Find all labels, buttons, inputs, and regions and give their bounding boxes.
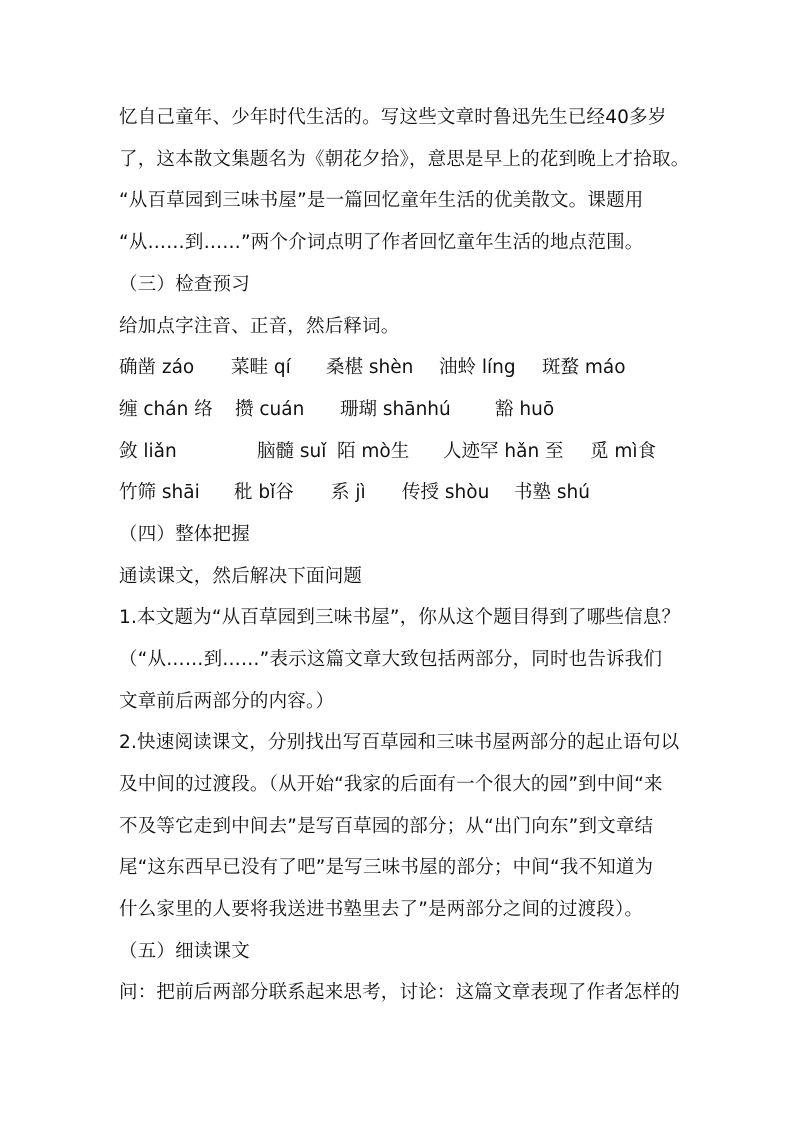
vocab-item: 攒 cuán — [235, 399, 305, 420]
vocab-item: 秕 bǐ谷 — [234, 482, 294, 503]
discussion-question: 问：把前后两部分联系起来思考，讨论：这篇文章表现了作者怎样的 — [119, 982, 681, 1003]
vocab-item: 书塾 shú — [514, 482, 590, 503]
question-line: 1.本文题为“从百草园到三味书屋”，你从这个题目得到了哪些信息？ — [119, 607, 681, 628]
paragraph-line: 忆自己童年、少年时代生活的。写这些文章时鲁迅先生已经40多岁 — [119, 107, 667, 128]
answer-line: 不及等它走到中间去”是写百草园的部分；从“出门向东”到文章结 — [119, 816, 654, 837]
vocab-item: 豁 huō — [495, 399, 555, 420]
answer-line: 及中间的过渡段。（从开始“我家的后面有一个很大的园”到中间“来 — [119, 774, 663, 795]
paragraph-line: 了，这本散文集题名为《朝花夕拾》，意思是早上的花到晚上才拾取。 — [119, 149, 690, 170]
vocab-item: 系 jì — [331, 482, 366, 503]
vocab-item: 陌 mò生 — [337, 441, 410, 462]
answer-line: 尾“这东西早已没有了吧”是写三味书屋的部分；中间“我不知道为 — [119, 857, 654, 878]
answer-line: 什么家里的人要将我送进书塾里去了”是两部分之间的过渡段）。 — [119, 899, 644, 920]
vocab-item: 油蛉 líng — [439, 357, 516, 378]
vocab-item: 菜畦 qí — [231, 357, 291, 378]
answer-line: 文章前后两部分的内容。） — [119, 691, 335, 712]
vocab-item: 竹筛 shāi — [119, 482, 200, 503]
section-intro: 通读课文，然后解决下面问题 — [119, 566, 363, 587]
vocab-item: 斑蝥 máo — [542, 357, 626, 378]
paragraph-line: “从百草园到三味书屋”是一篇回忆童年生活的优美散文。课题用 — [119, 190, 644, 211]
vocab-item: 脑髓 suǐ — [257, 441, 327, 462]
section-heading-4: （四）整体把握 — [119, 524, 250, 545]
section-heading-3: （三）检查预习 — [119, 274, 250, 295]
vocab-item: 人迹罕 hǎn 至 — [443, 441, 564, 462]
vocab-item: 珊瑚 shānhú — [340, 399, 451, 420]
vocab-item: 敛 liǎn — [119, 441, 177, 462]
question-line: 2.快速阅读课文，分别找出写百草园和三味书屋两部分的起止语句以 — [119, 732, 680, 753]
section-heading-5: （五）细读课文 — [119, 941, 250, 962]
vocab-item: 传授 shòu — [402, 482, 490, 503]
vocab-item: 缠 chán 络 — [119, 399, 213, 420]
vocab-item: 桑椹 shèn — [326, 357, 414, 378]
vocab-item: 觅 mì食 — [590, 441, 657, 462]
preview-instruction: 给加点字注音、正音，然后释词。 — [119, 316, 400, 337]
vocab-item: 确凿 záo — [119, 357, 195, 378]
answer-line: （“从……到……”表示这篇文章大致包括两部分，同时也告诉我们 — [119, 649, 663, 670]
paragraph-line: “从……到……”两个介词点明了作者回忆童年生活的地点范围。 — [119, 232, 644, 253]
